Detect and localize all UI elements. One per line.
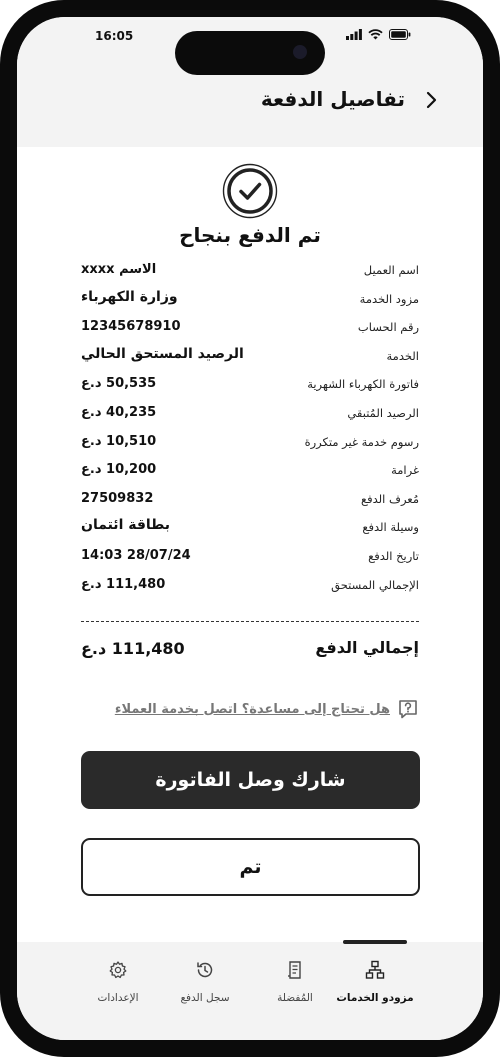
nav-item-service-providers[interactable] [330, 960, 420, 1005]
help-link[interactable] [115, 699, 418, 719]
battery-icon [389, 29, 411, 40]
detail-label: اسم العميل [363, 263, 419, 277]
top-bar [17, 17, 483, 147]
detail-value: بطاقة ائتمان [81, 517, 171, 534]
done-button[interactable]: تم [81, 838, 420, 896]
detail-label: مُعرف الدفع [361, 491, 419, 506]
network-icon [365, 960, 385, 980]
detail-value: 50,535 د.ع [81, 376, 157, 392]
detail-row-payment-id [81, 486, 419, 515]
help-question-icon [398, 699, 418, 719]
detail-row-service [81, 343, 419, 372]
detail-row-payment-method [81, 514, 419, 543]
status-icons [346, 29, 411, 40]
detail-row-fine [81, 457, 419, 486]
detail-row-total-due [81, 572, 419, 601]
detail-value: الرصيد المستحق الحالي [81, 345, 244, 362]
detail-value: 12345678910 [81, 319, 181, 335]
dynamic-island [175, 31, 325, 75]
detail-value: الاسم xxxx [81, 262, 157, 277]
detail-label: تاريخ الدفع [368, 548, 419, 563]
total-value: 111,480 د.ع [81, 639, 185, 658]
dashed-divider [81, 621, 419, 622]
detail-row-monthly-bill [81, 371, 419, 400]
detail-value: 111,480 د.ع [81, 576, 166, 592]
signal-icon [346, 29, 362, 40]
back-button[interactable] [423, 90, 441, 110]
detail-label: غرامة [391, 463, 419, 478]
detail-label: رسوم خدمة غير متكررة [304, 434, 419, 449]
nav-label: سجل الدفع [180, 992, 230, 1004]
total-label: إجمالي الدفع [315, 638, 419, 657]
app-screen [17, 17, 483, 1040]
success-check-icon [222, 163, 278, 219]
nav-item-settings[interactable] [73, 960, 163, 1005]
detail-label: مزود الخدمة [359, 291, 419, 306]
detail-label: الخدمة [386, 348, 419, 363]
success-title: تم الدفع بنجاح [179, 223, 321, 247]
camera-icon [293, 45, 307, 59]
nav-label: المُفضلة [277, 992, 313, 1004]
nav-item-payment-history[interactable] [160, 960, 250, 1005]
document-icon [285, 960, 305, 980]
detail-value: وزارة الكهرباء [81, 288, 178, 305]
detail-value: 28/07/24 14:03 [81, 547, 191, 563]
status-time: 16:05 [95, 29, 134, 43]
detail-row-service-fee [81, 429, 419, 458]
detail-label: رقم الحساب [357, 320, 419, 335]
wifi-icon [368, 29, 383, 40]
bottom-nav [17, 942, 483, 1040]
detail-value: 27509832 [81, 490, 154, 506]
nav-label: مزودو الخدمات [336, 992, 414, 1004]
detail-value: 10,200 د.ع [81, 462, 157, 478]
nav-label: الإعدادات [97, 992, 139, 1004]
detail-row-service-provider [81, 286, 419, 315]
detail-row-remaining-balance [81, 400, 419, 429]
help-link-text[interactable]: هل تحتاج إلى مساعدة؟ اتصل بخدمة العملاء [114, 701, 390, 717]
page-title: تفاصيل الدفعة [260, 87, 405, 111]
active-tab-indicator [343, 940, 407, 944]
detail-label: الرصيد المُتبقي [347, 405, 419, 420]
detail-label: الإجمالي المستحق [331, 577, 419, 592]
detail-row-account-number [81, 314, 419, 343]
detail-label: فاتورة الكهرباء الشهرية [307, 377, 419, 392]
history-icon [195, 960, 215, 980]
payment-details [81, 257, 419, 600]
detail-value: 10,510 د.ع [81, 433, 157, 449]
nav-item-favorites[interactable] [250, 960, 340, 1005]
detail-row-payment-date [81, 543, 419, 572]
gear-icon [108, 960, 128, 980]
detail-row-customer-name [81, 257, 419, 286]
share-receipt-button[interactable]: شارك وصل الفاتورة [81, 751, 420, 809]
detail-value: 40,235 د.ع [81, 404, 157, 420]
detail-label: وسيلة الدفع [362, 520, 419, 535]
